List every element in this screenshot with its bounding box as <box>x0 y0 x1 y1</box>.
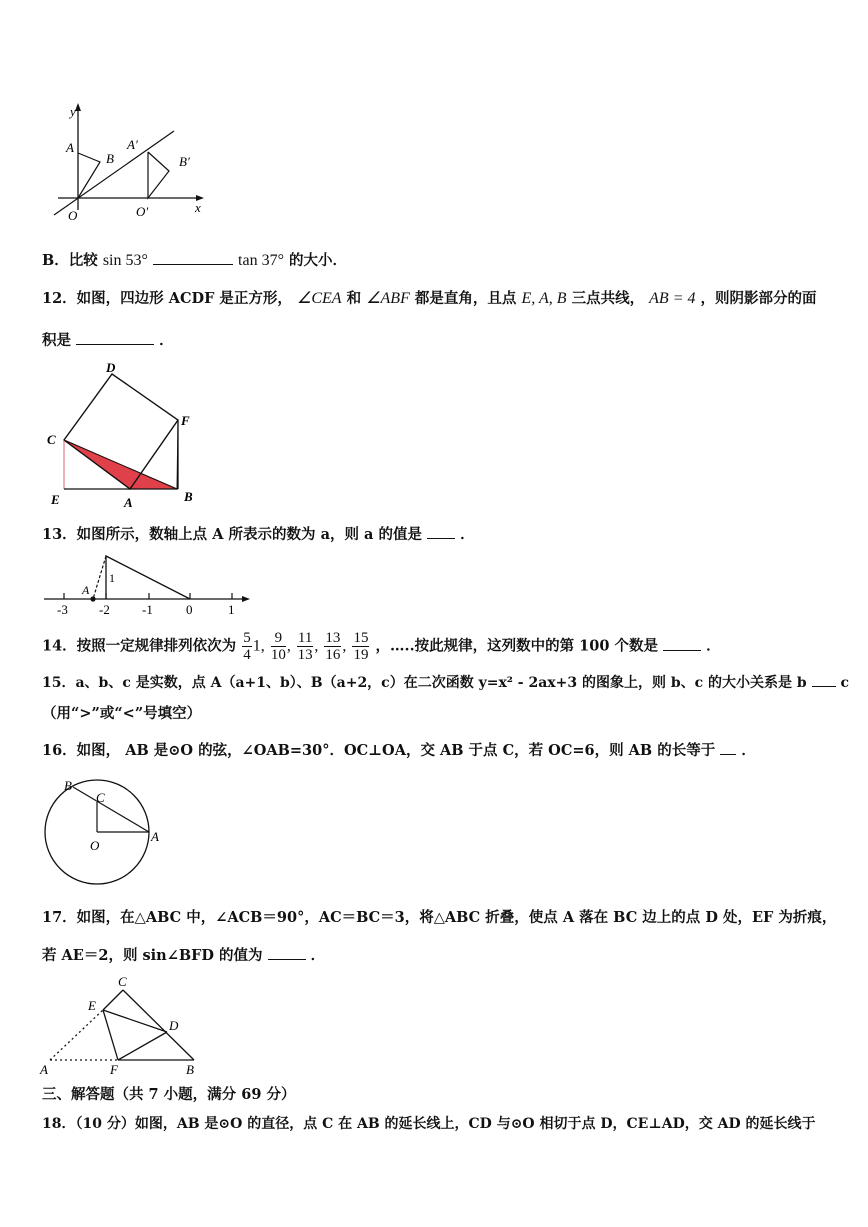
tick-label: -1 <box>142 602 153 617</box>
answer-blank-13[interactable] <box>427 524 455 539</box>
tan-expression: tan 37° <box>238 252 284 269</box>
point-b-label: B <box>184 489 193 504</box>
fraction: $\frac{9}{10}$ <box>270 630 286 663</box>
fold-triangle-figure <box>38 970 208 1078</box>
x-axis-label: x <box>195 200 201 215</box>
point-a-label: A <box>82 583 90 597</box>
point-d-label: D <box>106 360 116 375</box>
point-a-label: A <box>124 495 133 510</box>
point-a-label: A <box>66 140 74 155</box>
circle-figure <box>40 770 170 895</box>
fraction: $\frac{15}{19}$ <box>353 630 369 663</box>
question-17-line2: 若 AE＝2，则 sin∠BFD 的值为 ． <box>42 947 326 964</box>
tick-label: -3 <box>57 602 68 617</box>
sin-expression: sin 53° <box>102 252 148 269</box>
point-c-label: C <box>96 790 105 805</box>
answer-blank-17[interactable] <box>268 945 306 960</box>
point-b-label: B <box>186 1062 194 1077</box>
fraction: $\frac{5}{4}$ <box>243 630 251 663</box>
fraction: $\frac{13}{16}$ <box>325 630 341 663</box>
question-b: B．比较 sin 53° tan 37° 的大小． <box>42 252 348 269</box>
point-c-label: C <box>118 974 127 989</box>
number-line-figure <box>40 550 255 618</box>
point-a-label: A <box>151 829 159 844</box>
question-12-line1: 12．如图，四边形 ACDF 是正方形， ∠CEA 和 ∠ABF 都是直角，且点 E, A, B 三点共线， AB = 4 ，则阴影部分的面 <box>42 290 817 307</box>
question-18: 18．（10 分）如图，AB 是⊙O 的直径，点 C 在 AB 的延长线上，CD 与⊙O 相切于点 D，CE⊥AD，交 AD 的延长线于 <box>42 1116 816 1132</box>
answer-blank-b[interactable] <box>153 250 233 265</box>
point-c-label: C <box>47 432 56 447</box>
question-15-line1: 15．a、b、c 是实数，点 A（a+1、b）、B（a+2，c）在二次函数 y=x² - 2ax+3 的图象上，则 b、c 的大小关系是 b c <box>42 672 849 693</box>
tick-label: -2 <box>99 602 110 617</box>
point-a-prime-label: A′ <box>127 137 138 152</box>
point-f-label: F <box>181 413 190 428</box>
answer-blank-14[interactable] <box>663 636 701 651</box>
coordinate-figure <box>48 100 218 225</box>
point-e-label: E <box>51 492 60 507</box>
point-b-prime-label: B′ <box>179 154 190 169</box>
y-axis-label: y <box>70 104 76 119</box>
point-b-label: B <box>64 778 72 793</box>
question-12-line2: 积是 ． <box>42 332 174 349</box>
question-15-line2: （用“>”或“<”号填空） <box>42 705 202 722</box>
section-3-heading: 三、解答题（共 7 小题，满分 69 分） <box>42 1086 296 1103</box>
center-o-label: O <box>90 838 100 853</box>
answer-blank-16[interactable] <box>720 740 736 755</box>
point-o-prime-label: O′ <box>136 204 149 219</box>
answer-blank-12[interactable] <box>76 330 154 345</box>
question-17-line1: 17．如图，在△ABC 中，∠ACB＝90°，AC＝BC＝3，将△ABC 折叠，使点 A 落在 BC 边上的点 D 处，EF 为折痕， <box>42 909 837 926</box>
tick-label: 1 <box>228 602 235 617</box>
point-d-label: D <box>169 1018 179 1033</box>
question-14: 14．按照一定规律排列依次为 $\frac{5}{4}$ 1, $\frac{9}{10}$ , $\frac{11}{13}$ , $\frac{13}{16}$ , $\frac{15}{19}$ ，…..按此规律，这列数中的第 100 个数是 ． <box>42 630 721 663</box>
tick-label: 0 <box>186 602 193 617</box>
question-16: 16．如图， AB 是⊙O 的弦，∠OAB=30°．OC⊥OA，交 AB 于点 C，若 OC=6，则 AB 的长等于 ． <box>42 742 756 759</box>
origin-label: O <box>68 208 78 223</box>
answer-blank-15[interactable] <box>812 672 836 687</box>
point-a-label: A <box>40 1062 48 1077</box>
point-b-label: B <box>106 151 114 166</box>
point-f-label: F <box>110 1062 118 1077</box>
square-figure <box>44 358 204 513</box>
point-e-label: E <box>88 998 96 1013</box>
question-13: 13．如图所示，数轴上点 A 所表示的数为 a，则 a 的值是 ． <box>42 526 475 543</box>
fraction: $\frac{11}{13}$ <box>297 630 313 663</box>
height-label: 1 <box>109 571 115 585</box>
